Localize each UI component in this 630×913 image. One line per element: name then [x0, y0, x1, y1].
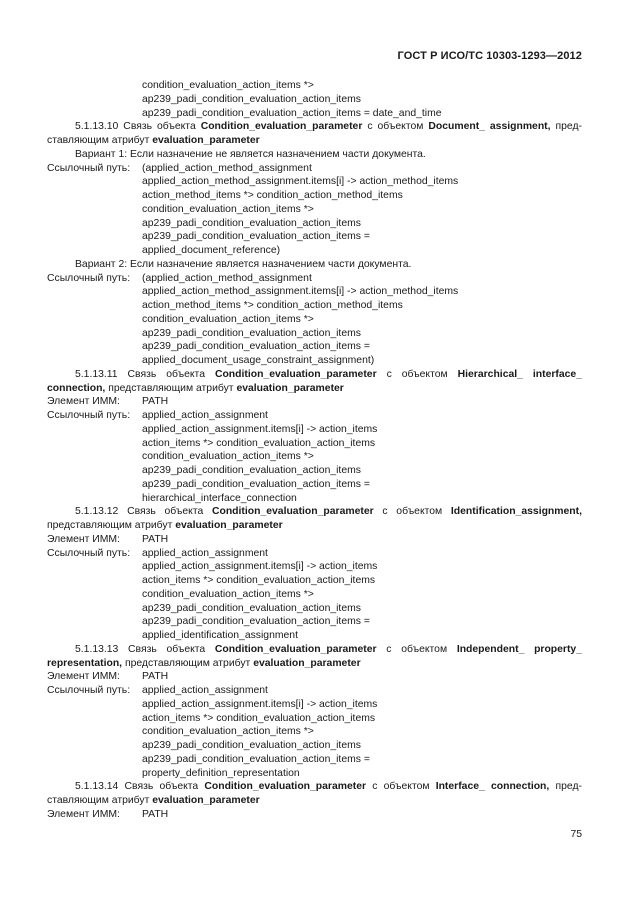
section-5-1-13-14-heading: 5.1.13.14 Связь объекта Condition_evaluation_parameter с объектом Interface_ connection, пред- — [75, 781, 582, 793]
page-number: 75 — [570, 829, 582, 840]
ref-path-line: ap239_padi_condition_evaluation_action_items = date_and_time — [142, 107, 442, 119]
ref-path-line: action_items *> condition_evaluation_action_items — [142, 575, 376, 586]
imm-element-label: Элемент ИММ: — [47, 808, 120, 820]
ref-path-line: condition_evaluation_action_items *> — [142, 726, 314, 738]
ref-path-line: ap239_padi_condition_evaluation_action_items — [142, 465, 361, 476]
ref-path-line: applied_identification_assignment — [142, 630, 298, 641]
imm-element-label: Элемент ИММ: — [47, 533, 120, 545]
ref-path-line: (applied_action_method_assignment — [142, 162, 312, 174]
variant-1: Вариант 1: Если назначение не является назначением части документа. — [75, 148, 426, 160]
imm-element-value: PATH — [142, 671, 169, 683]
imm-element-value: PATH — [142, 533, 169, 545]
ref-path-label: Ссылочный путь: — [47, 547, 131, 559]
ref-path-row — [0, 409, 630, 423]
ref-path-line: applied_action_assignment.items[i] -> action_items — [142, 423, 378, 435]
ref-path-line: ap239_padi_condition_evaluation_action_items = — [142, 341, 370, 353]
ref-path-line: applied_action_method_assignment.items[i] -> action_method_items — [142, 176, 459, 188]
imm-element-row — [0, 670, 630, 684]
page-header: ГОСТ Р ИСО/ТС 10303-1293—2012 — [397, 50, 582, 62]
ref-path-line: applied_action_assignment.items[i] -> action_items — [142, 698, 378, 710]
ref-path-line: ap239_padi_condition_evaluation_action_items = — [142, 231, 370, 243]
ref-path-line: condition_evaluation_action_items *> — [142, 588, 314, 600]
ref-path-label: Ссылочный путь: — [47, 272, 131, 284]
ref-path-line: applied_action_assignment — [142, 685, 268, 696]
ref-path-line: ap239_padi_condition_evaluation_action_items — [142, 93, 361, 105]
ref-path-label: Ссылочный путь: — [47, 410, 131, 421]
ref-path-line: action_items *> condition_evaluation_action_items — [142, 437, 376, 449]
ref-path-line: action_method_items *> condition_action_method_items — [142, 190, 403, 201]
imm-element-row — [0, 533, 630, 547]
ref-path-line: applied_document_usage_constraint_assignment) — [142, 355, 375, 366]
variant-2: Вариант 2: Если назначение является назначением части документа. — [75, 258, 412, 270]
ref-path-line: (applied_action_method_assignment — [142, 272, 312, 284]
ref-path-line: applied_document_reference) — [142, 245, 281, 256]
ref-path-label: Ссылочный путь: — [47, 685, 131, 696]
ref-path-line: applied_action_assignment.items[i] -> action_items — [142, 561, 378, 573]
ref-path-row — [0, 684, 630, 698]
section-5-1-13-11-heading: 5.1.13.11 Связь объекта Condition_evaluation_parameter с объектом Hierarchical_ interface_ — [75, 368, 582, 380]
ref-path-line: condition_evaluation_action_items *> — [142, 451, 314, 463]
imm-element-row — [0, 395, 630, 409]
ref-path-line: condition_evaluation_action_items *> — [142, 203, 314, 215]
ref-path-line: property_definition_representation — [142, 767, 300, 779]
ref-path-row — [0, 162, 630, 176]
imm-element-row — [0, 808, 630, 822]
imm-element-value: PATH — [142, 808, 169, 820]
ref-path-line: action_items *> condition_evaluation_action_items — [142, 712, 376, 724]
ref-path-row — [0, 272, 630, 286]
section-5-1-13-12-heading: 5.1.13.12 Связь объекта Condition_evaluation_parameter с объектом Identification_assignment, — [75, 506, 582, 518]
ref-path-row — [0, 547, 630, 561]
ref-path-line: ap239_padi_condition_evaluation_action_items = — [142, 616, 370, 628]
section-5-1-13-13-heading-cont: representation, представляющим атрибут evaluation_parameter — [47, 657, 361, 669]
ref-path-line: applied_action_assignment — [142, 410, 268, 421]
section-5-1-13-12-heading-cont: представляющим атрибут evaluation_parameter — [47, 520, 283, 531]
ref-path-line: hierarchical_interface_connection — [142, 492, 297, 504]
imm-element-value: PATH — [142, 396, 169, 408]
section-5-1-13-14-heading-cont: ставляющим атрибут evaluation_parameter — [47, 795, 260, 806]
ref-path-line: action_method_items *> condition_action_method_items — [142, 300, 403, 311]
ref-path-line: ap239_padi_condition_evaluation_action_items — [142, 602, 361, 614]
page-content — [0, 79, 630, 822]
ref-path-label: Ссылочный путь: — [47, 162, 131, 174]
ref-path-line: condition_evaluation_action_items *> — [142, 313, 314, 325]
ref-path-line: applied_action_method_assignment.items[i] -> action_method_items — [142, 286, 459, 298]
ref-path-line: ap239_padi_condition_evaluation_action_items = — [142, 478, 370, 490]
ref-path-line: applied_action_assignment — [142, 547, 268, 559]
imm-element-label: Элемент ИММ: — [47, 396, 120, 408]
imm-element-label: Элемент ИММ: — [47, 671, 120, 683]
ref-path-line: ap239_padi_condition_evaluation_action_items — [142, 327, 361, 339]
section-5-1-13-10-heading: 5.1.13.10 Связь объекта Condition_evaluation_parameter с объектом Document_ assignment, пред- — [75, 121, 582, 133]
ref-path-line: ap239_padi_condition_evaluation_action_items — [142, 217, 361, 229]
ref-path-line: ap239_padi_condition_evaluation_action_items = — [142, 753, 370, 765]
section-5-1-13-11-heading-cont: connection, представляющим атрибут evaluation_parameter — [47, 382, 344, 394]
ref-path-line: condition_evaluation_action_items *> — [142, 80, 314, 91]
section-5-1-13-10-heading-cont: ставляющим атрибут evaluation_parameter — [47, 135, 260, 146]
ref-path-line: ap239_padi_condition_evaluation_action_items — [142, 740, 361, 751]
section-5-1-13-13-heading: 5.1.13.13 Связь объекта Condition_evaluation_parameter с объектом Independent_ property_ — [75, 643, 582, 655]
